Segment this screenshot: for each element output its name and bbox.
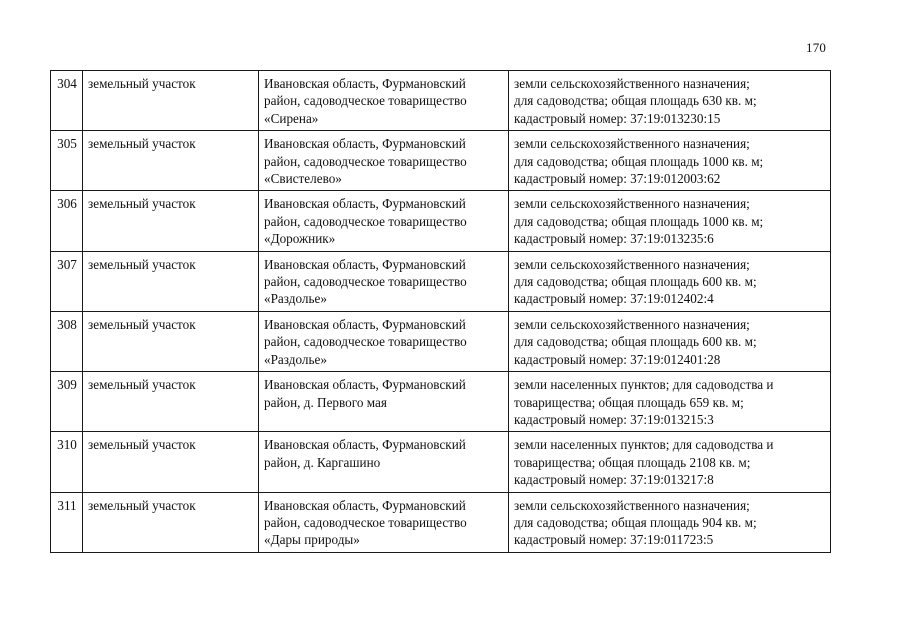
address-cell xyxy=(259,71,509,131)
description-line: земли населенных пунктов; для садоводства и xyxy=(514,377,774,393)
address-cell xyxy=(259,191,509,251)
description-cell xyxy=(509,372,831,432)
address-line: Ивановская область, Фурмановский xyxy=(264,76,466,91)
object-type-cell: земельный участок xyxy=(83,71,259,131)
address-cell xyxy=(259,131,509,191)
row-number-cell: 305 xyxy=(51,131,83,191)
description-line: для садоводства; общая площадь 1000 кв. м; xyxy=(514,153,764,169)
row-number-cell: 310 xyxy=(51,432,83,492)
page-number: 170 xyxy=(806,40,827,55)
table-row xyxy=(51,191,831,251)
description-cell xyxy=(509,131,831,191)
address-cell xyxy=(259,251,509,311)
description-line: кадастровый номер: 37:19:012003:62 xyxy=(514,171,721,187)
object-type-cell: земельный участок xyxy=(83,432,259,492)
row-number-cell: 308 xyxy=(51,311,83,371)
description-line: для садоводства; общая площадь 630 кв. м; xyxy=(514,93,757,109)
row-number-cell: 307 xyxy=(51,251,83,311)
object-type-cell: земельный участок xyxy=(83,251,259,311)
description-line: земли сельскохозяйственного назначения; xyxy=(514,256,750,272)
description-line: земли сельскохозяйственного назначения; xyxy=(514,196,750,212)
description-cell xyxy=(509,492,831,552)
description-line: товарищества; общая площадь 659 кв. м; xyxy=(514,394,744,410)
address-line: район, садоводческое товарищество xyxy=(264,274,467,290)
address-line: «Раздолье» xyxy=(264,291,327,307)
row-number-cell: 309 xyxy=(51,372,83,432)
description-line: для садоводства; общая площадь 1000 кв. м; xyxy=(514,213,764,229)
row-number-cell: 311 xyxy=(51,492,83,552)
address-line: район, д. Первого мая xyxy=(264,394,387,410)
object-type-cell: земельный участок xyxy=(83,311,259,371)
description-line: для садоводства; общая площадь 600 кв. м; xyxy=(514,334,757,350)
description-line: кадастровый номер: 37:19:013235:6 xyxy=(514,231,714,247)
table-row xyxy=(51,311,831,371)
table-row xyxy=(51,251,831,311)
description-line: кадастровый номер: 37:19:013230:15 xyxy=(514,110,721,126)
address-line: район, садоводческое товарищество xyxy=(264,334,467,350)
description-cell xyxy=(509,191,831,251)
object-type-cell: земельный участок xyxy=(83,191,259,251)
address-line: район, садоводческое товарищество xyxy=(264,153,467,169)
address-line: «Дорожник» xyxy=(264,231,336,247)
table-row xyxy=(51,372,831,432)
description-line: кадастровый номер: 37:19:013215:3 xyxy=(514,411,714,427)
description-cell xyxy=(509,71,831,131)
address-line: «Раздолье» xyxy=(264,351,327,367)
object-type-cell: земельный участок xyxy=(83,131,259,191)
description-line: для садоводства; общая площадь 600 кв. м; xyxy=(514,274,757,290)
description-line: земли сельскохозяйственного назначения; xyxy=(514,497,750,513)
description-line: кадастровый номер: 37:19:013217:8 xyxy=(514,472,714,488)
address-line: Ивановская область, Фурмановский xyxy=(264,196,466,212)
description-line: земли сельскохозяйственного назначения; xyxy=(514,136,750,152)
address-line: Ивановская область, Фурмановский xyxy=(264,497,466,513)
description-line: земли сельскохозяйственного назначения; xyxy=(514,76,750,91)
description-line: товарищества; общая площадь 2108 кв. м; xyxy=(514,454,751,470)
address-line: Ивановская область, Фурмановский xyxy=(264,316,466,332)
description-line: кадастровый номер: 37:19:012402:4 xyxy=(514,291,714,307)
table-row xyxy=(51,71,831,131)
address-cell xyxy=(259,492,509,552)
address-line: район, садоводческое товарищество xyxy=(264,514,467,530)
description-line: кадастровый номер: 37:19:012401:28 xyxy=(514,351,721,367)
table-row xyxy=(51,131,831,191)
address-line: Ивановская область, Фурмановский xyxy=(264,256,466,272)
address-line: район, д. Каргашино xyxy=(264,454,381,470)
description-cell xyxy=(509,311,831,371)
address-line: Ивановская область, Фурмановский xyxy=(264,377,466,393)
description-cell xyxy=(509,432,831,492)
table-row xyxy=(51,492,831,552)
address-cell xyxy=(259,311,509,371)
address-cell xyxy=(259,432,509,492)
address-line: «Сирена» xyxy=(264,110,319,126)
address-line: «Дары природы» xyxy=(264,532,360,548)
table-row xyxy=(51,432,831,492)
row-number-cell: 306 xyxy=(51,191,83,251)
address-line: район, садоводческое товарищество xyxy=(264,213,467,229)
registry-table-body xyxy=(51,71,831,553)
description-line: для садоводства; общая площадь 904 кв. м; xyxy=(514,514,757,530)
description-line: земли сельскохозяйственного назначения; xyxy=(514,316,750,332)
property-registry-table xyxy=(50,70,831,553)
description-cell xyxy=(509,251,831,311)
address-cell xyxy=(259,372,509,432)
description-line: кадастровый номер: 37:19:011723:5 xyxy=(514,532,714,548)
address-line: Ивановская область, Фурмановский xyxy=(264,437,466,453)
object-type-cell: земельный участок xyxy=(83,372,259,432)
row-number-cell: 304 xyxy=(51,71,83,131)
object-type-cell: земельный участок xyxy=(83,492,259,552)
address-line: «Свистелево» xyxy=(264,171,342,187)
address-line: Ивановская область, Фурмановский xyxy=(264,136,466,152)
address-line: район, садоводческое товарищество xyxy=(264,93,467,109)
description-line: земли населенных пунктов; для садоводства и xyxy=(514,437,774,453)
